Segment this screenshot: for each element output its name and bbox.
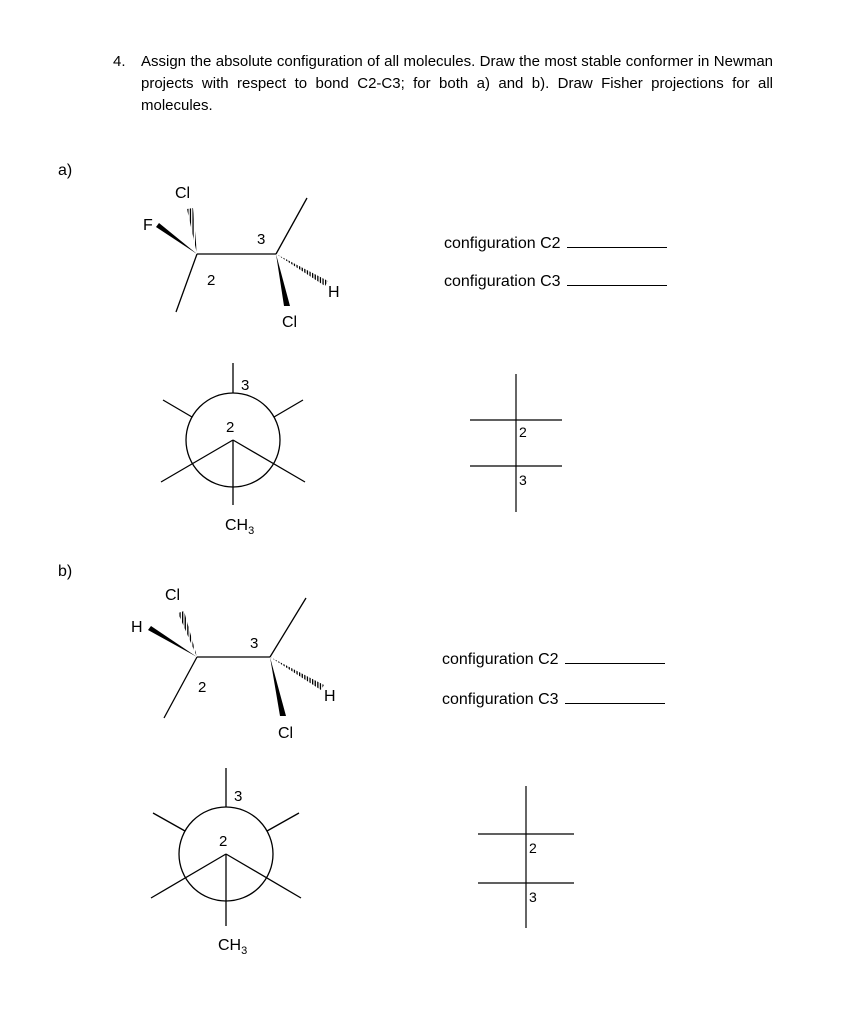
carbon-2-label: 2	[198, 679, 207, 696]
hashed-bond-h	[270, 657, 324, 690]
config-c3-label: configuration C3	[442, 691, 559, 708]
newman-ch3-label: $CH_3$	[225, 517, 255, 537]
newman-front-carbon-label: 2	[219, 833, 228, 850]
part-b-label: b)	[58, 563, 73, 580]
part-b-structure	[148, 598, 324, 718]
newman-back-bond-left	[153, 813, 185, 831]
bond-c3-up	[270, 598, 306, 657]
newman-front-bond-right	[226, 854, 301, 898]
hashed-bond-cl	[178, 611, 197, 657]
atom-h-left: H	[131, 619, 143, 636]
config-c2-label: configuration C2	[442, 651, 559, 668]
part-b-fischer	[478, 786, 574, 928]
fischer-c2-label: 2	[519, 424, 527, 440]
config-c3-label: configuration C3	[444, 273, 561, 290]
bond-c3-up	[276, 198, 307, 254]
newman-ch3-label: $CH_3$	[218, 937, 248, 957]
atom-h-right: H	[324, 688, 336, 705]
hashed-bond-h	[276, 254, 328, 286]
atom-cl-bottom: Cl	[282, 314, 298, 331]
bond-c2-down	[176, 254, 197, 312]
part-a-fischer	[470, 374, 562, 512]
config-c2-label: configuration C2	[444, 235, 561, 252]
part-a-structure	[156, 198, 328, 312]
newman-front-bond-left	[151, 854, 226, 898]
question-text: Assign the absolute configuration of all molecules. Draw the most stable conformer in Newman projects with respect to bond C2-C3; for both a) and b). Draw Fisher projections for all molecules.	[141, 53, 773, 114]
newman-front-carbon-label: 2	[226, 419, 235, 436]
bond-c2-down	[164, 657, 197, 718]
question-number: 4.	[113, 53, 126, 70]
wedge-bond-cl	[270, 657, 286, 716]
carbon-3-label: 3	[257, 231, 266, 248]
newman-back-bond-right	[274, 400, 303, 417]
newman-front-bond-right	[233, 440, 305, 482]
carbon-2-label: 2	[207, 272, 216, 289]
newman-back-bond-left	[163, 400, 192, 417]
atom-cl-top: Cl	[175, 185, 191, 202]
fischer-c3-label: 3	[529, 889, 537, 905]
fischer-c3-label: 3	[519, 472, 527, 488]
atom-f: F	[143, 217, 153, 234]
newman-front-bond-left	[161, 440, 233, 482]
atom-cl-bottom: Cl	[278, 725, 294, 742]
part-a-label: a)	[58, 162, 73, 179]
wedge-bond-cl	[276, 254, 290, 306]
atom-cl-top: Cl	[165, 587, 181, 604]
wedge-bond-h	[148, 626, 197, 657]
carbon-3-label: 3	[250, 635, 259, 652]
atom-h: H	[328, 284, 340, 301]
wedge-bond-f	[156, 223, 197, 254]
newman-back-carbon-label: 3	[234, 788, 243, 805]
newman-back-carbon-label: 3	[241, 377, 250, 394]
newman-back-bond-right	[267, 813, 299, 831]
fischer-c2-label: 2	[529, 840, 537, 856]
